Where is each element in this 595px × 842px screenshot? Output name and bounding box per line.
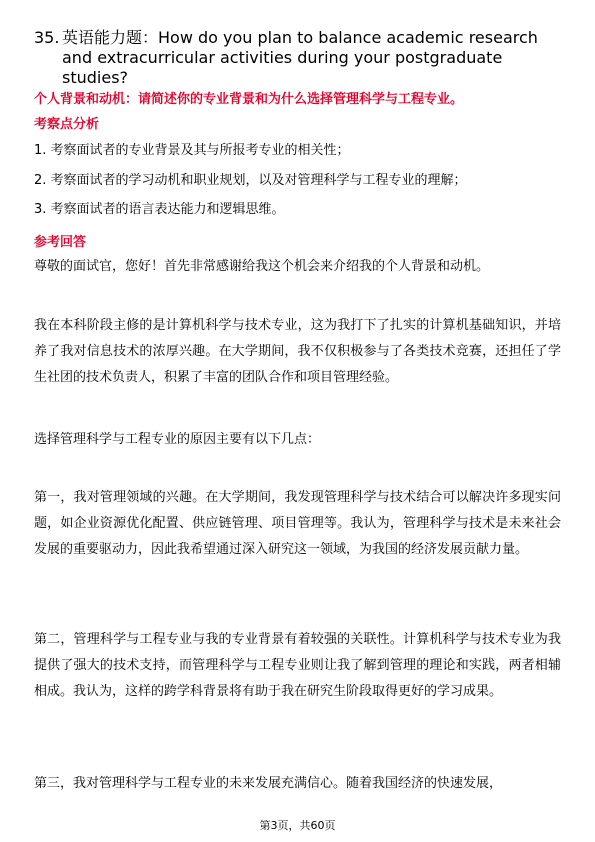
analysis-heading: 考察点分析 — [34, 117, 100, 132]
analysis-item-3: 3. 考察面试者的语言表达能力和逻辑思维。 — [34, 202, 285, 217]
answer-paragraph-3: 选择管理科学与工程专业的原因主要有以下几点： — [34, 432, 321, 447]
page-footer: 第3页，共60页 — [259, 819, 336, 832]
question-title — [34, 28, 564, 88]
answer-paragraph-2: 我在本科阶段主修的是计算机科学与技术专业，这为我打下了扎实的计算机基础知识，并培养了我对信息技术的浓厚兴趣。在大学期间，我不仅积极参与了各类技术竞赛，还担任了学生社团的技术负责人，积累了丰富的团队合作和项目管理经验。 — [34, 318, 561, 385]
question-line-1: 英语能力题：How do you plan to balance academic research — [62, 28, 538, 47]
answer-paragraph-1: 尊敬的面试官，您好！首先非常感谢给我这个机会来介绍我的个人背景和动机。 — [34, 259, 490, 274]
question-number: 35. — [34, 28, 60, 47]
question-line-2: and extracurricular activities during your postgraduate studies? — [62, 48, 503, 87]
subtitle: 个人背景和动机：请简述你的专业背景和为什么选择管理科学与工程专业。 — [34, 92, 464, 107]
answer-heading: 参考回答 — [34, 235, 87, 250]
analysis-item-1: 1. 考察面试者的专业背景及其与所报考专业的相关性； — [34, 143, 350, 158]
answer-paragraph-4: 第一，我对管理领域的兴趣。在大学期间，我发现管理科学与技术结合可以解决许多现实问题，如企业资源优化配置、供应链管理、项目管理等。我认为，管理科学与技术是未来社会发展的重要驱动力，因此我希望通过深入研究这一领域，为我国的经济发展贡献力量。 — [34, 490, 561, 557]
answer-paragraph-5: 第二，管理科学与工程专业与我的专业背景有着较强的关联性。计算机科学与技术专业为我提供了强大的技术支持，而管理科学与工程专业则让我了解到管理的理论和实践，两者相辅相成。我认为，这样的跨学科背景将有助于我在研究生阶段取得更好的学习成果。 — [34, 632, 561, 699]
analysis-item-2: 2. 考察面试者的学习动机和职业规划，以及对管理科学与工程专业的理解； — [34, 173, 467, 188]
answer-paragraph-6: 第三，我对管理科学与工程专业的未来发展充满信心。随着我国经济的快速发展， — [34, 776, 503, 791]
